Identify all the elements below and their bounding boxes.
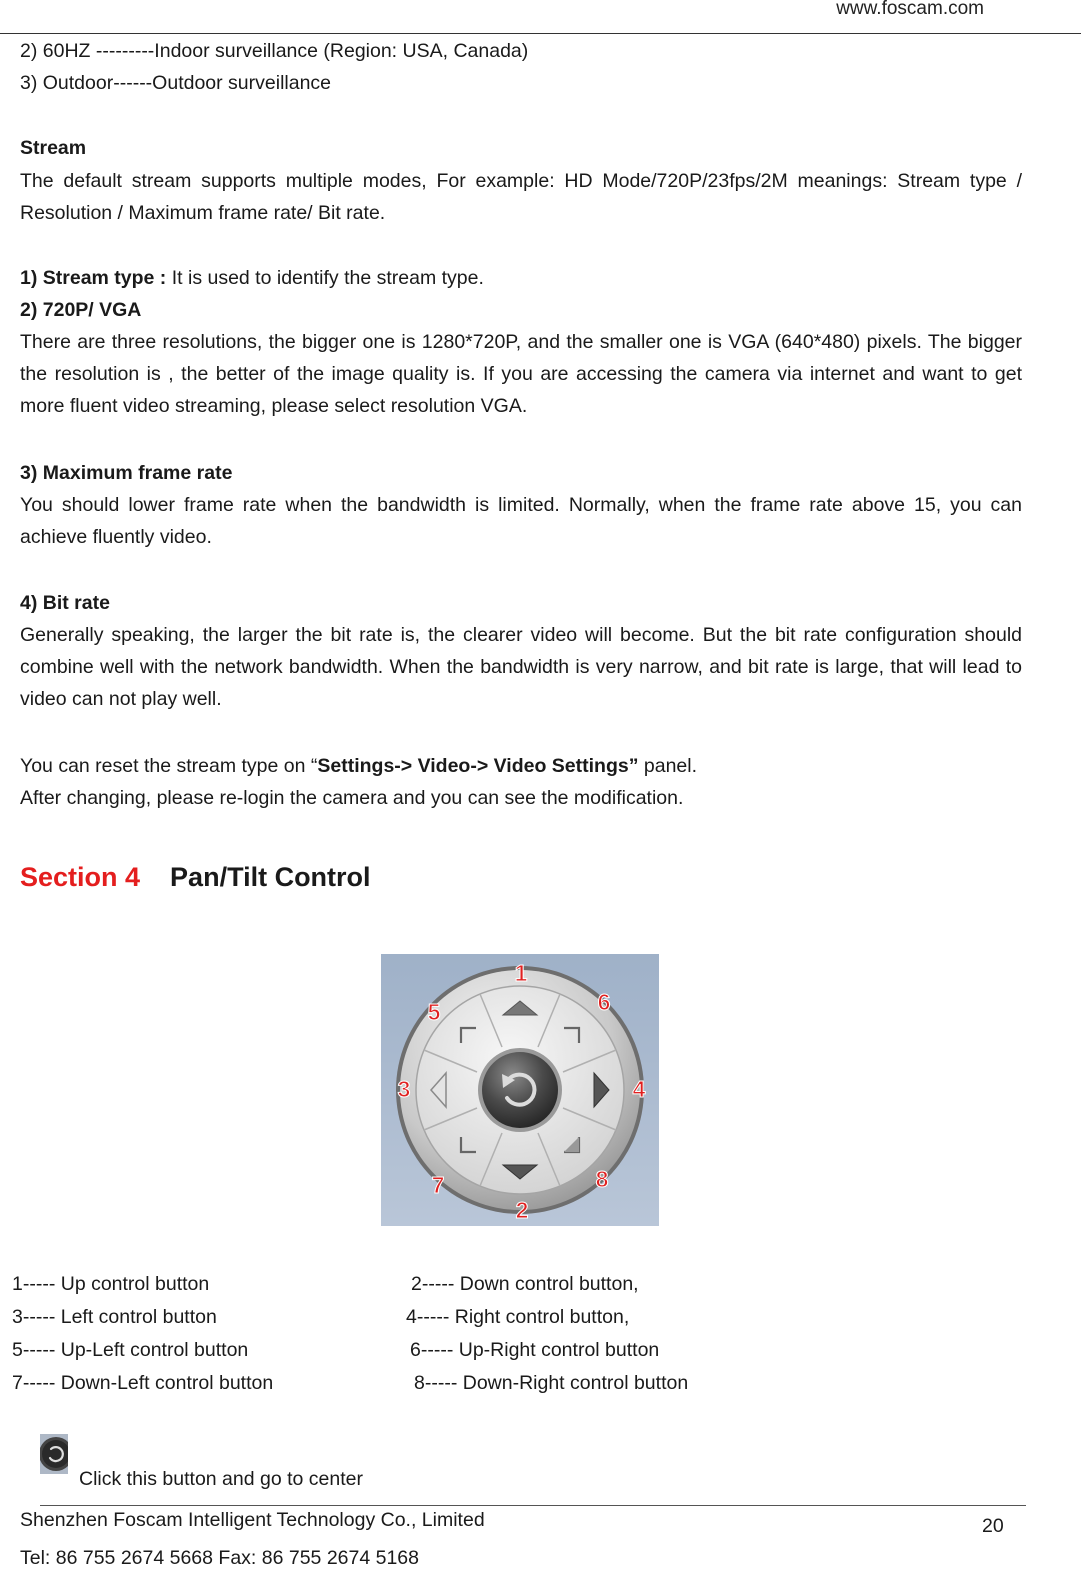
- center-button-thumbnail: [40, 1434, 68, 1474]
- header-divider: [0, 33, 1081, 34]
- legend-5: 5----- Up-Left control button: [12, 1339, 249, 1361]
- ptz-label-4: 4: [632, 1076, 646, 1102]
- line-outdoor: 3) Outdoor------Outdoor surveillance: [20, 72, 332, 94]
- fps-text: You should lower frame rate when the bandwidth is limited. Normally, when the frame rate above 15, you can achieve fluently video.: [20, 494, 1022, 548]
- legend-6: 6----- Up-Right control button: [410, 1339, 660, 1361]
- ptz-label-8: 8: [595, 1166, 609, 1192]
- resolution-heading-text: 2) 720P/ VGA: [20, 299, 142, 321]
- ptz-label-6: 6: [597, 989, 611, 1015]
- legend-1: 1----- Up control button: [12, 1273, 210, 1295]
- stream-intro: The default stream supports multiple modes, For example: HD Mode/720P/23fps/2M meanings: Stream type / Resolution / Maximum frame rate/ Bit rate.: [20, 170, 1022, 224]
- ptz-label-1: 1: [514, 960, 528, 986]
- center-button-note: Click this button and go to center: [79, 1468, 363, 1490]
- center-thumbnail-svg: [40, 1434, 68, 1474]
- footer-contact: Tel: 86 755 2674 5668 Fax: 86 755 2674 5168: [20, 1547, 419, 1569]
- center-button[interactable]: [482, 1052, 558, 1128]
- reset-line: [20, 750, 1022, 782]
- reset-path: Settings-> Video-> Video Settings”: [317, 755, 639, 777]
- line-60hz: 2) 60HZ ---------Indoor surveillance (Region: USA, Canada): [20, 40, 529, 62]
- ptz-control-svg: [381, 954, 659, 1226]
- reset-post: panel.: [638, 755, 698, 777]
- fps-heading-text: 3) Maximum frame rate: [20, 462, 233, 484]
- bitrate-heading-text: 4) Bit rate: [20, 592, 110, 614]
- after-change-note: After changing, please re-login the camera and you can see the modification.: [20, 787, 684, 809]
- legend-7: 7----- Down-Left control button: [12, 1372, 274, 1394]
- ptz-label-5: 5: [427, 999, 441, 1025]
- stream-heading: [20, 132, 1022, 164]
- ptz-label-7: 7: [431, 1172, 445, 1198]
- footer-divider: [40, 1505, 1026, 1506]
- section-heading: [20, 862, 371, 893]
- footer-company: Shenzhen Foscam Intelligent Technology Co., Limited: [20, 1509, 485, 1531]
- section-number: Section 4: [20, 862, 141, 892]
- header-url: www.foscam.com: [836, 0, 984, 19]
- bitrate-heading: [20, 587, 1022, 619]
- reset-pre: You can reset the stream type on “: [20, 755, 318, 777]
- legend-4: 4----- Right control button,: [406, 1306, 630, 1328]
- stream-type-text: It is used to identify the stream type.: [166, 267, 484, 289]
- section-title: Pan/Tilt Control: [170, 862, 371, 892]
- legend-8: 8----- Down-Right control button: [414, 1372, 689, 1394]
- stream-heading-text: Stream: [20, 137, 87, 159]
- stream-type-label: 1) Stream type :: [20, 267, 167, 289]
- legend-2: 2----- Down control button,: [411, 1273, 639, 1295]
- resolution-text: There are three resolutions, the bigger one is 1280*720P, and the smaller one is VGA (640*480) pixels. The bigger the resolution is , the better of the image quality is. If you are accessing the camera via internet and want to get more fluent video streaming, please select resolution VGA.: [20, 331, 1022, 417]
- legend-3: 3----- Left control button: [12, 1306, 217, 1328]
- stream-type-line: [20, 262, 1022, 294]
- ptz-label-2: 2: [515, 1197, 529, 1223]
- ptz-control-figure: [381, 954, 659, 1226]
- page-number: 20: [982, 1515, 1004, 1537]
- bitrate-text: Generally speaking, the larger the bit rate is, the clearer video will become. But the bit rate configuration should combine well with the network bandwidth. When the bandwidth is very narrow, and bit rate is large, that will lead to video can not play well.: [20, 624, 1022, 710]
- resolution-heading: [20, 294, 1022, 326]
- fps-heading: [20, 457, 1022, 489]
- ptz-label-3: 3: [397, 1076, 411, 1102]
